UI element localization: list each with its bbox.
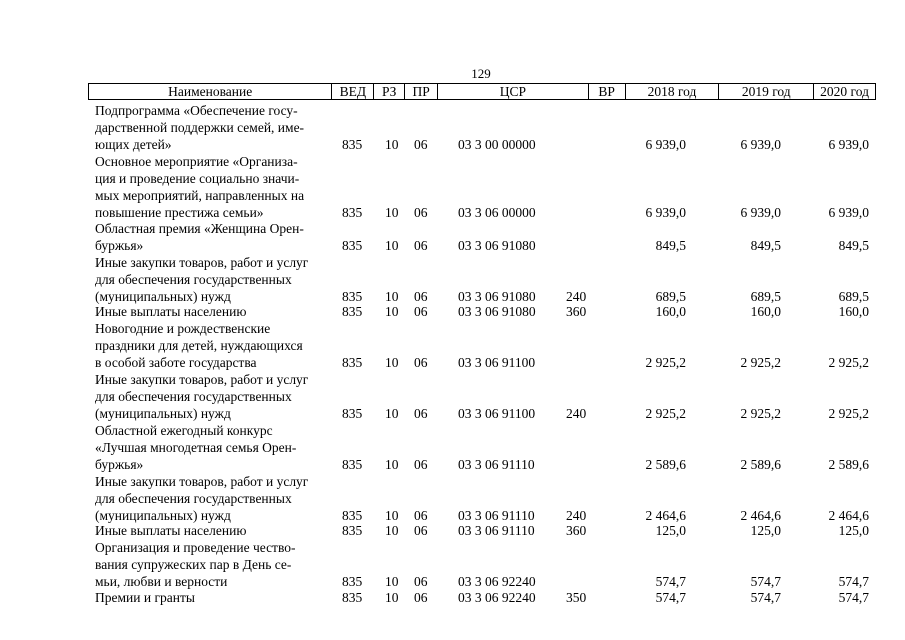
row-ved: 835 xyxy=(342,238,363,253)
header-pr: ПР xyxy=(405,84,438,99)
row-name: Иные закупки товаров, работ и услуг для обеспечения государственных (муниципальных) нужд xyxy=(95,474,309,523)
page-number: 129 xyxy=(471,66,491,81)
row-rz: 10 xyxy=(385,304,399,319)
row-2020: 574,7 xyxy=(838,574,869,589)
row-csr: 03 3 06 91080 xyxy=(458,289,536,304)
header-vr: ВР xyxy=(589,84,626,99)
row-pr: 06 xyxy=(414,406,428,421)
row-vr: 240 xyxy=(566,508,587,523)
header-2020: 2020 год xyxy=(820,84,869,99)
row-csr: 03 3 06 92240 xyxy=(458,574,536,589)
row-name: Областная премия «Женщина Орен- буржья» xyxy=(95,221,304,253)
row-pr: 06 xyxy=(414,238,428,253)
row-2018: 6 939,0 xyxy=(645,205,686,220)
row-2019: 849,5 xyxy=(750,238,781,253)
row-csr: 03 3 06 92240 xyxy=(458,590,536,605)
header-rz: РЗ xyxy=(374,84,405,99)
row-pr: 06 xyxy=(414,508,428,523)
row-rz: 10 xyxy=(385,289,399,304)
row-pr: 06 xyxy=(414,205,428,220)
row-pr: 06 xyxy=(414,304,428,319)
row-csr: 03 3 06 00000 xyxy=(458,205,536,220)
header-ved: ВЕД xyxy=(332,84,374,99)
row-2019: 2 925,2 xyxy=(740,355,781,370)
row-vr: 240 xyxy=(566,289,587,304)
row-2019: 2 589,6 xyxy=(740,457,781,472)
row-2018: 125,0 xyxy=(655,523,686,538)
row-2018: 849,5 xyxy=(655,238,686,253)
row-2019: 125,0 xyxy=(750,523,781,538)
row-ved: 835 xyxy=(342,289,363,304)
row-name: Новогодние и рождественские праздники для детей, нуждающихся в особой заботе государства xyxy=(95,321,303,370)
row-pr: 06 xyxy=(414,457,428,472)
row-2020: 2 464,6 xyxy=(828,508,869,523)
row-2018: 2 464,6 xyxy=(645,508,686,523)
row-2018: 2 925,2 xyxy=(645,355,686,370)
row-2018: 574,7 xyxy=(655,590,686,605)
row-ved: 835 xyxy=(342,457,363,472)
row-2018: 689,5 xyxy=(655,289,686,304)
row-rz: 10 xyxy=(385,457,399,472)
row-2019: 6 939,0 xyxy=(740,137,781,152)
row-ved: 835 xyxy=(342,590,363,605)
row-2019: 6 939,0 xyxy=(740,205,781,220)
header-csr: ЦСР xyxy=(438,84,589,99)
row-2020: 849,5 xyxy=(838,238,869,253)
row-2020: 574,7 xyxy=(838,590,869,605)
row-pr: 06 xyxy=(414,289,428,304)
row-pr: 06 xyxy=(414,137,428,152)
row-csr: 03 3 06 91080 xyxy=(458,238,536,253)
row-name: Иные выплаты населению xyxy=(95,523,247,538)
header-name: Наименование xyxy=(89,84,332,99)
row-name: Организация и проведение чество- вания супружеских пар в День се- мьи, любви и верности xyxy=(95,540,296,589)
row-csr: 03 3 06 91110 xyxy=(458,508,535,523)
header-2019: 2019 год xyxy=(719,84,814,99)
header-2018: 2018 год xyxy=(626,84,720,99)
row-name: Основное мероприятие «Организа- ция и проведение социально значи- мых мероприятий, направленных на повышение престижа семьи» xyxy=(95,154,305,220)
row-2019: 160,0 xyxy=(750,304,781,319)
row-ved: 835 xyxy=(342,523,363,538)
row-pr: 06 xyxy=(414,523,428,538)
row-name: Подпрограмма «Обеспечение госу- дарственной поддержки семей, име- ющих детей» xyxy=(95,103,305,152)
row-name: Иные закупки товаров, работ и услуг для обеспечения государственных (муниципальных) нужд xyxy=(95,372,309,421)
row-rz: 10 xyxy=(385,406,399,421)
row-rz: 10 xyxy=(385,523,399,538)
row-pr: 06 xyxy=(414,355,428,370)
row-2018: 574,7 xyxy=(655,574,686,589)
row-2020: 2 925,2 xyxy=(828,355,869,370)
row-rz: 10 xyxy=(385,590,399,605)
row-2020: 689,5 xyxy=(838,289,869,304)
row-2020: 2 589,6 xyxy=(828,457,869,472)
row-rz: 10 xyxy=(385,205,399,220)
row-ved: 835 xyxy=(342,508,363,523)
row-pr: 06 xyxy=(414,574,428,589)
row-pr: 06 xyxy=(414,590,428,605)
row-2018: 160,0 xyxy=(655,304,686,319)
row-rz: 10 xyxy=(385,574,399,589)
row-vr: 360 xyxy=(566,304,587,319)
row-rz: 10 xyxy=(385,238,399,253)
row-name: Областной ежегодный конкурс «Лучшая многодетная семья Орен- буржья» xyxy=(95,423,297,472)
row-csr: 03 3 06 91100 xyxy=(458,406,536,421)
row-2019: 574,7 xyxy=(750,590,781,605)
row-rz: 10 xyxy=(385,355,399,370)
row-name: Иные закупки товаров, работ и услуг для обеспечения государственных (муниципальных) нужд xyxy=(95,255,309,304)
row-vr: 240 xyxy=(566,406,587,421)
row-2018: 2 925,2 xyxy=(645,406,686,421)
row-ved: 835 xyxy=(342,406,363,421)
row-ved: 835 xyxy=(342,137,363,152)
row-vr: 350 xyxy=(566,590,587,605)
row-csr: 03 3 06 91110 xyxy=(458,523,535,538)
row-2020: 6 939,0 xyxy=(828,137,869,152)
row-name: Иные выплаты населению xyxy=(95,304,247,319)
row-csr: 03 3 06 91100 xyxy=(458,355,536,370)
row-2019: 689,5 xyxy=(750,289,781,304)
row-2020: 125,0 xyxy=(838,523,869,538)
row-2019: 2 464,6 xyxy=(740,508,781,523)
row-ved: 835 xyxy=(342,574,363,589)
row-csr: 03 3 00 00000 xyxy=(458,137,536,152)
row-vr: 360 xyxy=(566,523,587,538)
row-2020: 2 925,2 xyxy=(828,406,869,421)
row-2019: 2 925,2 xyxy=(740,406,781,421)
row-csr: 03 3 06 91110 xyxy=(458,457,535,472)
row-2019: 574,7 xyxy=(750,574,781,589)
row-2020: 6 939,0 xyxy=(828,205,869,220)
row-rz: 10 xyxy=(385,508,399,523)
row-ved: 835 xyxy=(342,304,363,319)
row-2020: 160,0 xyxy=(838,304,869,319)
row-rz: 10 xyxy=(385,137,399,152)
row-2018: 6 939,0 xyxy=(645,137,686,152)
row-ved: 835 xyxy=(342,355,363,370)
row-csr: 03 3 06 91080 xyxy=(458,304,536,319)
row-ved: 835 xyxy=(342,205,363,220)
row-2018: 2 589,6 xyxy=(645,457,686,472)
row-name: Премии и гранты xyxy=(95,590,195,605)
